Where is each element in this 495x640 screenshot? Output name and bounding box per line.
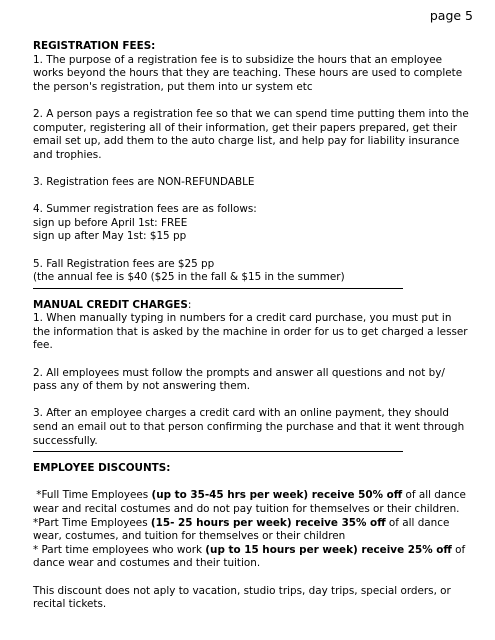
manual-item-3: 3. After an employee charges a credit card with an online payment, they should send an email out to that person confirming the purchase and that it went through successfully. xyxy=(33,407,465,447)
employee-discounts-heading: EMPLOYEE DISCOUNTS: xyxy=(33,462,171,475)
discount-part-time-rest: of all dance wear, costumes, and tuition for themselves or their children xyxy=(33,516,450,543)
registration-item-4-line-2: sign up after May 1st: $15 pp xyxy=(33,230,187,243)
section-divider xyxy=(33,451,403,452)
discount-full-time-rest: of all dance wear and recital costumes and do not pay tuition for themselves or their children. xyxy=(33,489,466,515)
registration-item-4-line-1: sign up before April 1st: FREE xyxy=(33,216,188,229)
registration-item-4-title: 4. Summer registration fees are as follows: xyxy=(33,203,257,216)
registration-item-5-note: (the annual fee is $40 ($25 in the fall & $15 in the summer) xyxy=(33,271,345,284)
discount-part-time xyxy=(33,517,471,544)
section-divider xyxy=(33,288,403,289)
registration-item-5-title: 5. Fall Registration fees are $25 pp xyxy=(33,257,215,270)
manual-credit-heading-colon: : xyxy=(187,298,192,311)
page-number: page 5 xyxy=(429,8,473,23)
manual-item-1: 1. When manually typing in numbers for a credit card purchase, you must put in the information that is asked by the machine in order for us to get charged a lesser fee. xyxy=(33,312,468,352)
registration-fees-heading: REGISTRATION FEES: xyxy=(33,40,156,52)
registration-item-1: 1. The purpose of a registration fee is to subsidize the hours that an employee works beyond the hours that they are teaching. These hours are used to complete the person's registration, put them into ur system etc xyxy=(33,53,463,93)
manual-credit-heading-text: MANUAL CREDIT CHARGES xyxy=(33,298,188,311)
discount-part-time-bold: (15- 25 hours per week) receive 35% off xyxy=(150,516,386,529)
discount-part-time-low-hours xyxy=(33,544,471,571)
discount-part-time-low-bold: (up to 15 hours per week) receive 25% off xyxy=(205,543,452,556)
discount-part-time-prefix: *Part Time Employees xyxy=(33,516,151,529)
discount-exclusion: This discount does not aply to vacation, studio trips, day trips, special orders, or recital tickets. xyxy=(33,584,451,611)
discount-part-time-low-rest: of dance wear and costumes and their tuition. xyxy=(33,543,466,570)
manual-credit-heading xyxy=(33,299,471,313)
document-body xyxy=(33,40,471,612)
discount-full-time-bold: (up to 35-45 hrs per week) receive 50% off xyxy=(151,489,403,502)
registration-item-3: 3. Registration fees are NON-REFUNDABLE xyxy=(33,175,255,188)
manual-item-2: 2. All employees must follow the prompts and answer all questions and not by/ pass any of them by not answering them. xyxy=(33,366,445,393)
registration-item-2: 2. A person pays a registration fee so that we can spend time putting them into the computer, registering all of their information, get their papers prepared, get their email set up, add them to the auto charge list, and help pay for liability insurance and trophies. xyxy=(33,107,469,161)
discount-full-time-prefix: *Full Time Employees xyxy=(33,489,152,502)
discount-full-time xyxy=(33,489,471,516)
discount-part-time-low-prefix: * Part time employees who work xyxy=(33,543,206,556)
